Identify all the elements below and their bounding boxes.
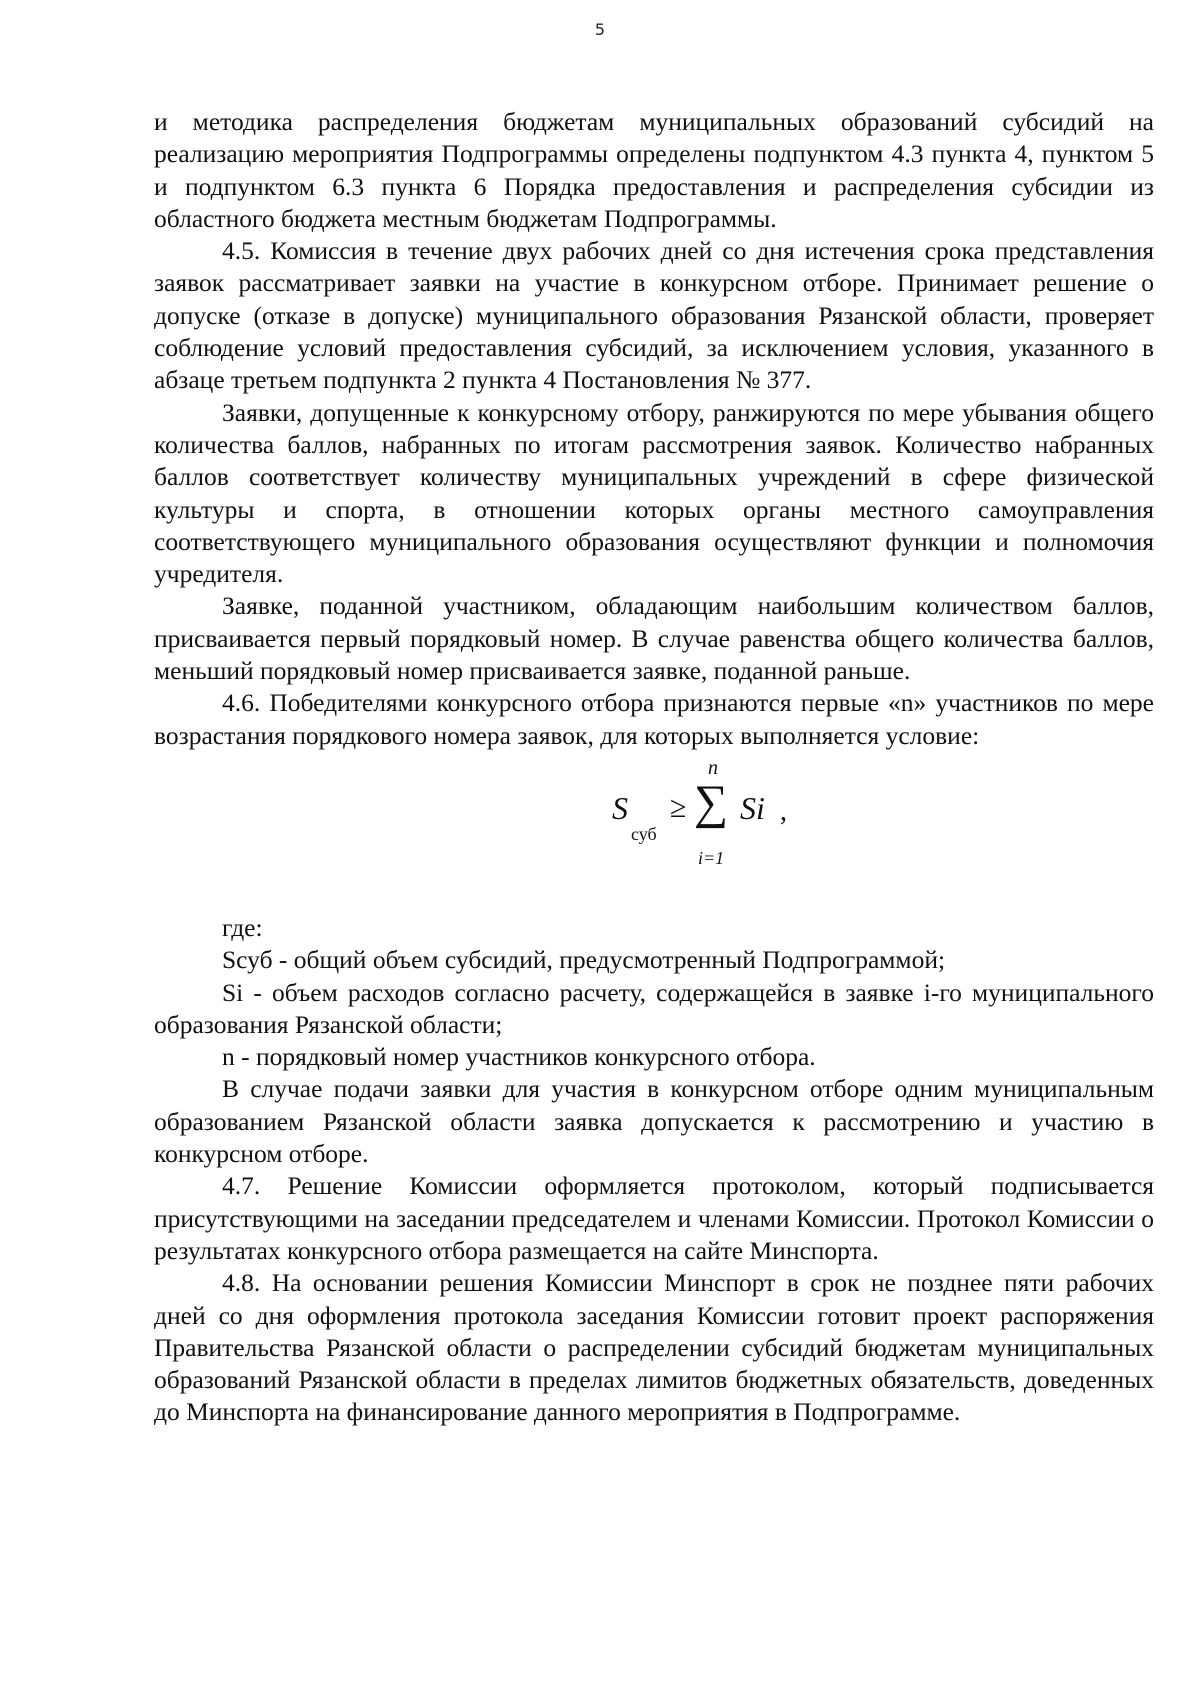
paragraph-4-8: 4.8. На основании решения Комиссии Минспорт в срок не позднее пяти рабочих дней со дня оформления протокола заседания Комиссии готовит проект распоряжения Правительства Рязанской области о распределении субсидий бюджетам муниципальных образований Рязанской области в пределах лимитов бюджетных обязательств, доведенных до Минспорта на финансирование данного мероприятия в Подпрограмме. <box>154 1268 1154 1427</box>
page-number: 5 <box>594 20 606 39</box>
formula-si: Si <box>740 789 765 826</box>
formula-subscript: суб <box>631 823 657 844</box>
sum-formula <box>612 752 792 882</box>
formula-comma: , <box>780 795 787 827</box>
formula-upper-limit: n <box>708 756 718 779</box>
document-body <box>154 106 1154 1429</box>
paragraph-def-ssub: Sсуб - общий объем субсидий, предусмотренный Подпрограммой; <box>222 945 946 975</box>
paragraph-4-6: 4.6. Победителями конкурсного отбора признаются первые «n» участников по мере возрастания порядкового номера заявок, для которых выполняется условие: <box>154 688 1154 750</box>
formula-s: S <box>612 789 628 826</box>
formula-lower-limit: i=1 <box>698 847 725 868</box>
paragraph-def-si: Si - объем расходов согласно расчету, содержащейся в заявке i-го муниципального образования Рязанской области; <box>154 977 1154 1039</box>
paragraph-4-5: 4.5. Комиссия в течение двух рабочих дней со дня истечения срока представления заявок рассматривает заявки на участие в конкурсном отборе. Принимает решение о допуске (отказе в допуске) муниципального образования Рязанской области, проверяет соблюдение условий предоставления субсидий, за исключением условия, указанного в абзаце третьем подпункта 2 пункта 4 Постановления № 377. <box>154 236 1154 395</box>
sigma-icon: ∑ <box>694 775 729 829</box>
paragraph-where: где: <box>222 912 263 942</box>
formula-ge-sign: ≥ <box>670 790 687 824</box>
formula-block <box>154 752 1154 912</box>
paragraph-4-7: 4.7. Решение Комиссии оформляется протоколом, который подписывается присутствующими на заседании председателем и членами Комиссии. Протокол Комиссии о результатах конкурсного отбора размещается на сайте Минспорта. <box>154 1171 1154 1265</box>
paragraph-single-application: В случае подачи заявки для участия в конкурсном отборе одним муниципальным образованием Рязанской области заявка допускается к рассмотрению и участию в конкурсном отборе. <box>154 1074 1154 1169</box>
paragraph-continuation: и методика распределения бюджетам муниципальных образований субсидий на реализацию мероприятия Подпрограммы определены подпунктом 4.3 пункта 4, пунктом 5 и подпунктом 6.3 пункта 6 Порядка предоставления и распределения субсидии из областного бюджета местным бюджетам Подпрограммы. <box>154 107 1154 233</box>
paragraph-def-n: n - порядковый номер участников конкурсного отбора. <box>222 1042 816 1072</box>
paragraph-ranking: Заявки, допущенные к конкурсному отбору, ранжируются по мере убывания общего количества баллов, набранных по итогам рассмотрения заявок. Количество набранных баллов соответствует количеству муниципальных учреждений в сфере физической культуры и спорта, в отношении которых органы местного самоуправления соответствующего муниципального образования осуществляют функции и полномочия учредителя. <box>154 397 1154 589</box>
paragraph-order-number: Заявке, поданной участником, обладающим наибольшим количеством баллов, присваивается первый порядковый номер. В случае равенства общего количества баллов, меньший порядковый номер присваивается заявке, поданной раньше. <box>154 591 1154 686</box>
